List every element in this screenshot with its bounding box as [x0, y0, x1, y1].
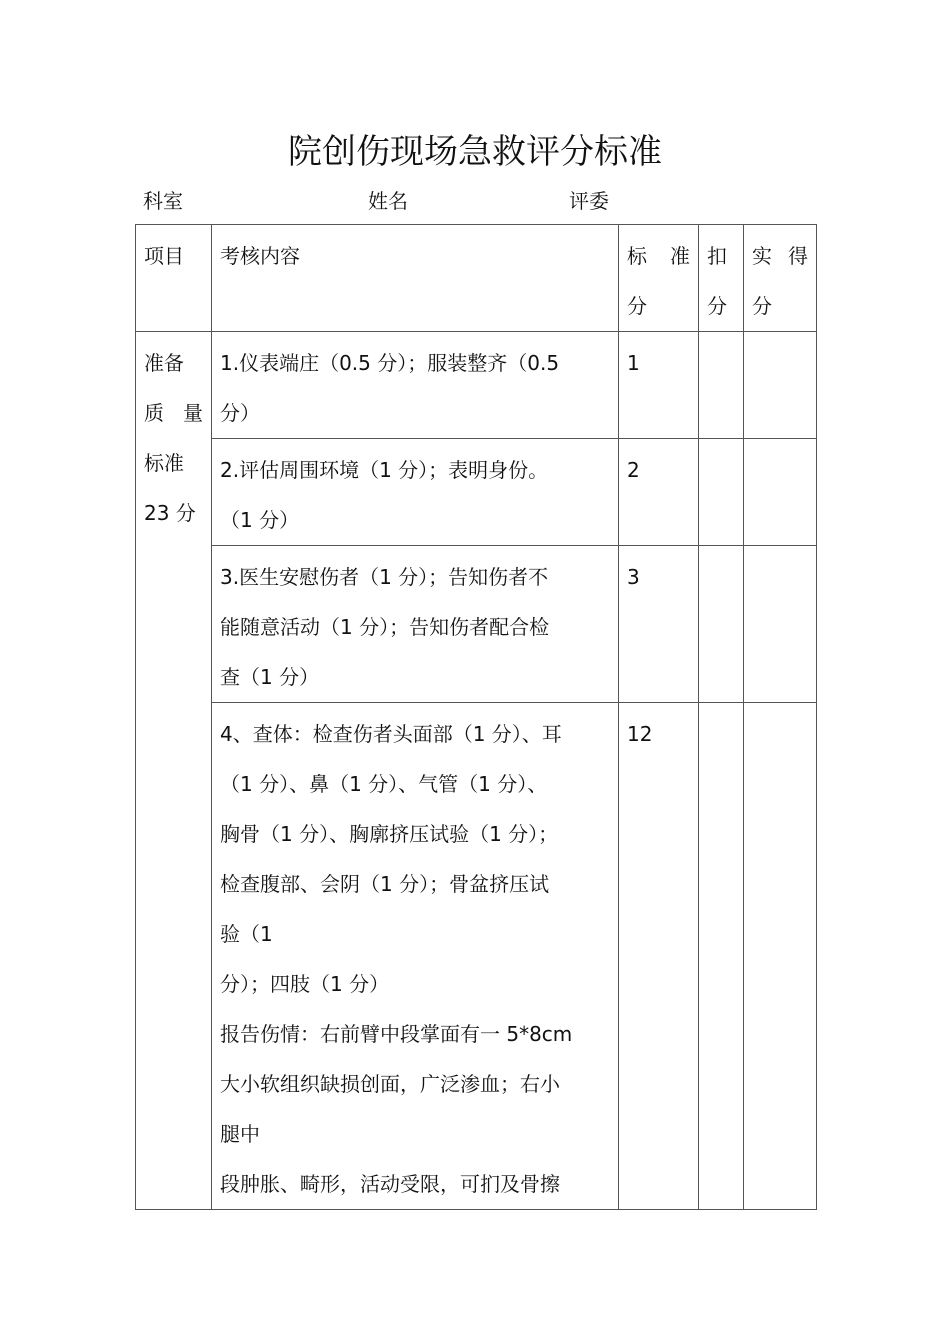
row-standard-score: 2 — [619, 439, 699, 546]
row-actual-score — [744, 439, 817, 546]
header-content: 考核内容 — [212, 225, 619, 332]
row-deduction — [699, 546, 744, 703]
row-deduction — [699, 332, 744, 439]
row-content: 3.医生安慰伤者（1 分）；告知伤者不 能随意活动（1 分）；告知伤者配合检 查（1 分） — [212, 546, 619, 703]
row-actual-score — [744, 332, 817, 439]
row-actual-score — [744, 546, 817, 703]
row-standard-score: 12 — [619, 703, 699, 1210]
row-content: 4、查体：检查伤者头面部（1 分）、耳 （1 分）、鼻（1 分）、气管（1 分）、 胸骨（1 分）、胸廓挤压试验（1 分）； 检查腹部、会阴（1 分）；骨盆挤压试 验（1 分）；四肢（1 分） 报告伤情：右前臂中段掌面有一 5*8cm 大小软组织缺损创面，广泛渗血；右小 腿中 段肿胀、畸形，活动受限，可扪及骨擦 — [212, 703, 619, 1210]
department-label: 科室 — [143, 189, 183, 213]
row-deduction — [699, 703, 744, 1210]
header-deduction: 扣 分 — [699, 225, 744, 332]
judge-label: 评委 — [569, 189, 609, 213]
header-item: 项目 — [136, 225, 212, 332]
row-actual-score — [744, 703, 817, 1210]
table-row — [136, 439, 817, 546]
table-row — [136, 546, 817, 703]
header-standard-score: 标 准 分 — [619, 225, 699, 332]
section-label: 准备 质 量 标准 23 分 — [136, 332, 212, 1210]
table-row — [136, 703, 817, 1210]
scoring-table — [135, 224, 817, 1210]
table-row — [136, 332, 817, 439]
document-title: 院创伤现场急救评分标准 — [288, 132, 662, 172]
table-header-row — [136, 225, 817, 332]
row-deduction — [699, 439, 744, 546]
row-content: 2.评估周围环境（1 分）；表明身份。 （1 分） — [212, 439, 619, 546]
name-label: 姓名 — [368, 189, 408, 213]
header-actual-score: 实 得 分 — [744, 225, 817, 332]
row-standard-score: 3 — [619, 546, 699, 703]
row-content: 1.仪表端庄（0.5 分）；服装整齐（0.5 分） — [212, 332, 619, 439]
row-standard-score: 1 — [619, 332, 699, 439]
